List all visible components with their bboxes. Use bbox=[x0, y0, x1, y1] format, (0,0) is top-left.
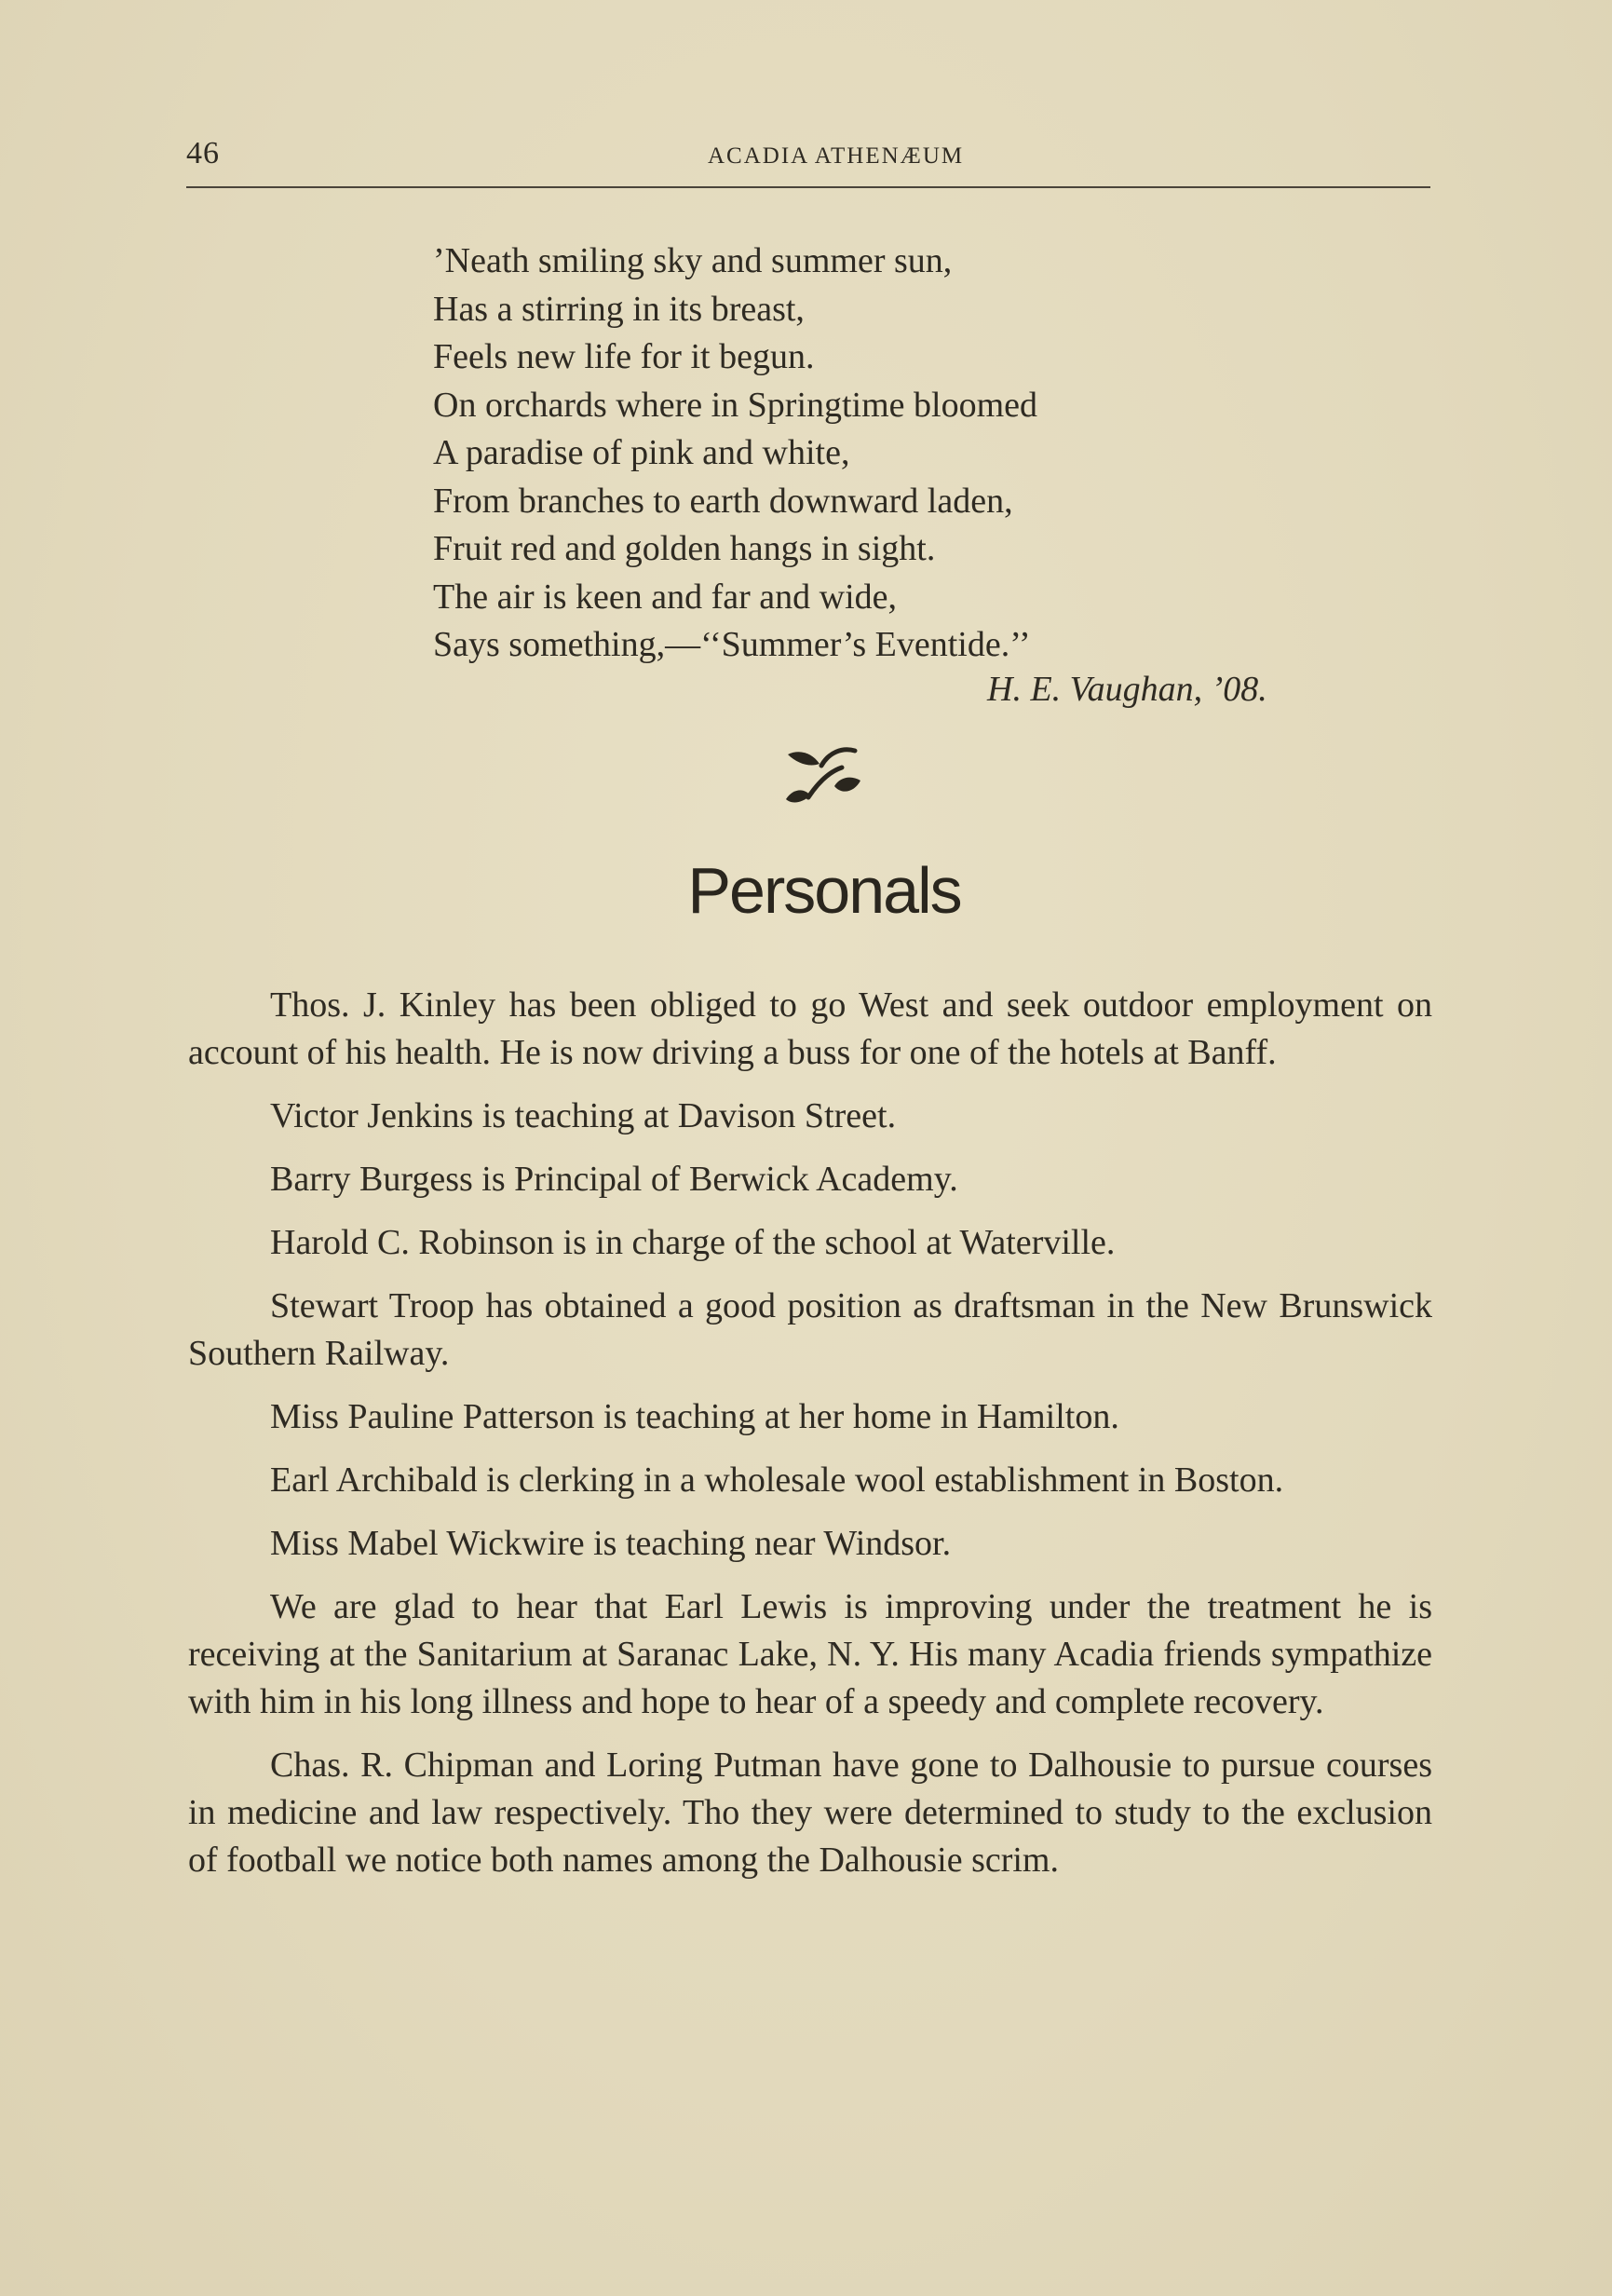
paragraph: Victor Jenkins is teaching at Davison Street. bbox=[270, 1096, 897, 1135]
paragraph: Barry Burgess is Principal of Berwick Academy. bbox=[270, 1160, 958, 1199]
paragraph: Stewart Troop has obtained a good position as draftsman in the New Brunswick Southern Railway. bbox=[188, 1286, 1432, 1373]
poem-line: The air is keen and far and wide, bbox=[433, 577, 898, 617]
paragraph: Miss Mabel Wickwire is teaching near Windsor. bbox=[270, 1524, 952, 1563]
poem-line: A paradise of pink and white, bbox=[433, 433, 850, 472]
poem-signature: H. E. Vaughan, ’08. bbox=[987, 670, 1267, 709]
paragraph: Miss Pauline Patterson is teaching at her home in Hamilton. bbox=[270, 1397, 1119, 1436]
page-header bbox=[186, 136, 1430, 184]
poem bbox=[433, 238, 1364, 670]
running-head: ACADIA ATHENÆUM bbox=[708, 143, 965, 169]
paragraph: Thos. J. Kinley has been obliged to go West and seek outdoor employment on account of his health. He is now driving a buss for one of the hotels at Banff. bbox=[188, 985, 1432, 1072]
personals-text bbox=[188, 982, 1432, 1900]
floral-dingbat-icon bbox=[780, 743, 874, 808]
paragraph: Harold C. Robinson is in charge of the school at Waterville. bbox=[270, 1223, 1116, 1262]
paragraph: Earl Archibald is clerking in a wholesale wool establishment in Boston. bbox=[270, 1460, 1284, 1500]
poem-line: Has a stirring in its breast, bbox=[433, 289, 805, 329]
poem-line: Feels new life for it begun. bbox=[433, 337, 815, 376]
poem-line: On orchards where in Springtime bloomed bbox=[433, 385, 1038, 425]
page-number: 46 bbox=[186, 136, 220, 170]
section-title: Personals bbox=[687, 854, 961, 927]
poem-line: Says something,—‘‘Summer’s Eventide.’’ bbox=[433, 625, 1031, 664]
poem-line: ’Neath smiling sky and summer sun, bbox=[433, 241, 953, 280]
paragraph: Chas. R. Chipman and Loring Putman have gone to Dalhousie to pursue courses in medicine and law respectively. Tho they were determined to study to the exclusion of football we notice both names among the Dalhousie scrim. bbox=[188, 1746, 1432, 1880]
header-rule bbox=[186, 186, 1430, 188]
poem-line: From branches to earth downward laden, bbox=[433, 481, 1013, 521]
paragraph: We are glad to hear that Earl Lewis is improving under the treatment he is receiving at the Sanitarium at Saranac Lake, N. Y. His many Acadia friends sympathize with him in his long illness and hope to hear of a speedy and complete recovery. bbox=[188, 1587, 1432, 1721]
poem-line: Fruit red and golden hangs in sight. bbox=[433, 529, 936, 568]
